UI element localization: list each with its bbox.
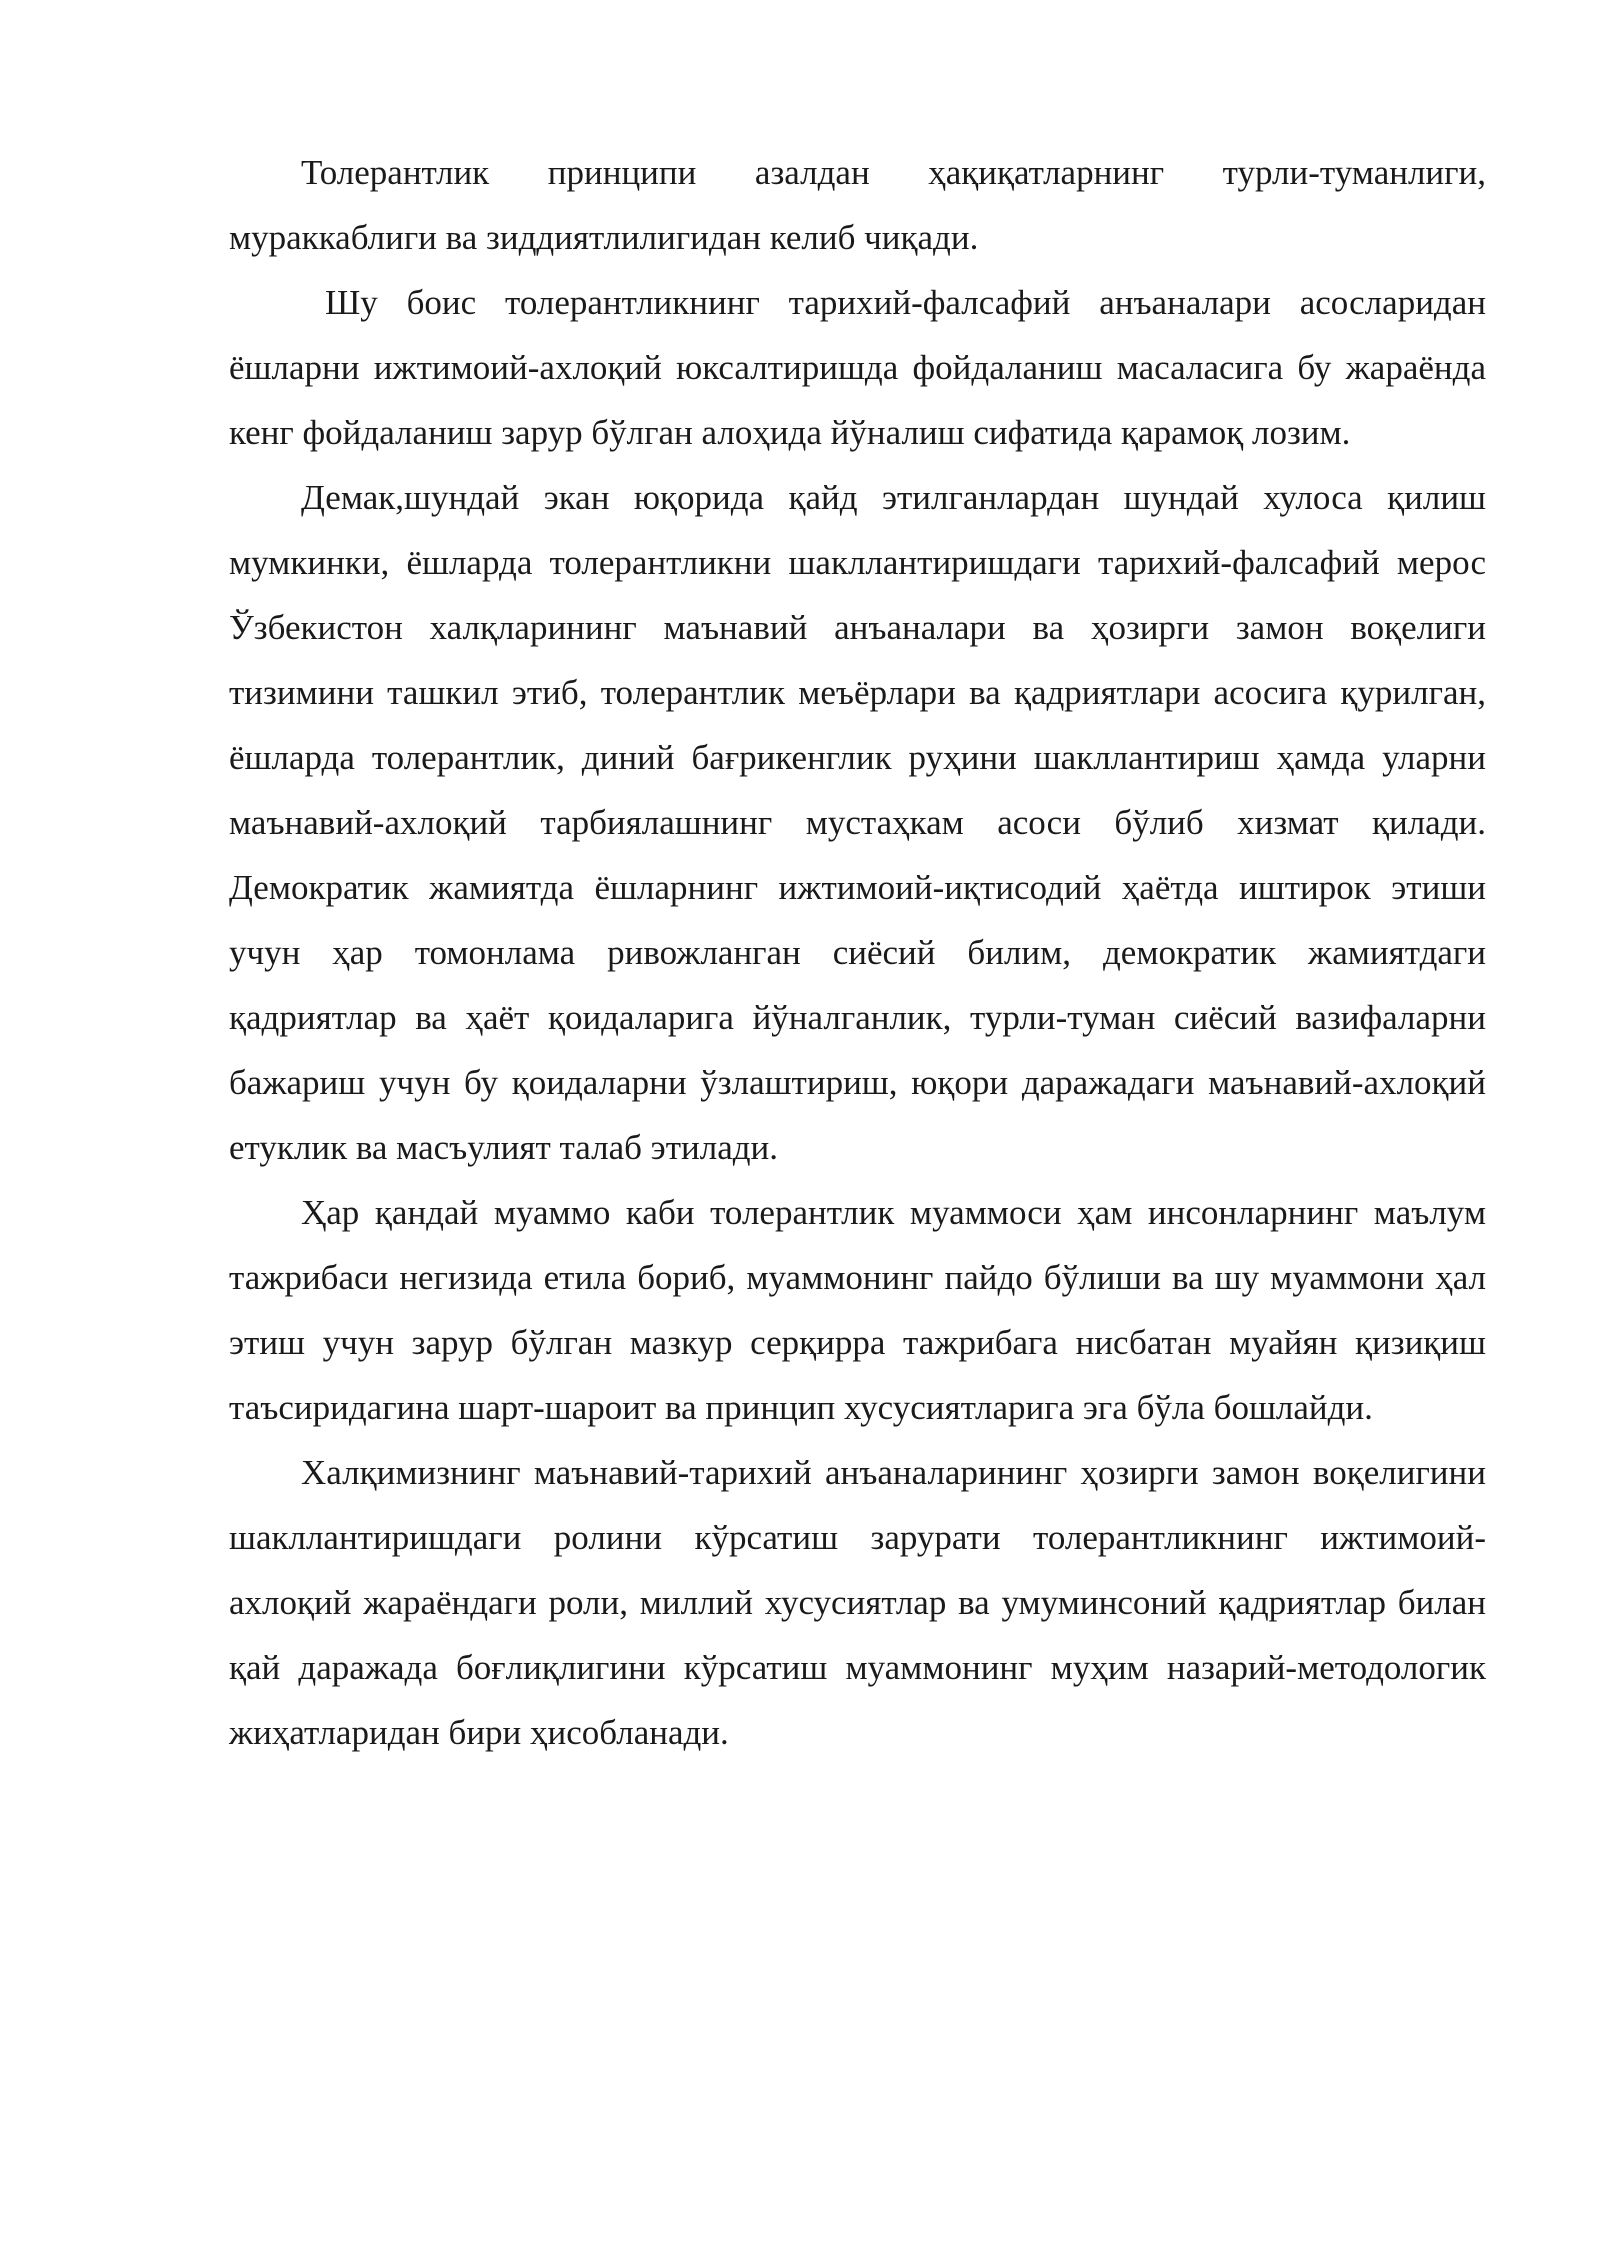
- document-page: [229, 140, 1486, 1765]
- paragraph-5: Халқимизнинг маънавий-тарихий анъаналарининг ҳозирги замон воқелигини шакллантиришдаги ролини кўрсатиш зарурати толерантликнинг ижтимоий-ахлоқий жараёндаги роли, миллий хусусиятлар ва умуминсоний қадриятлар билан қай даражада боғлиқлигини кўрсатиш муаммонинг муҳим назарий-методологик жиҳатларидан бири ҳисобланади.: [229, 1453, 1486, 1752]
- paragraph-2: Шу боис толерантликнинг тарихий-фалсафий анъаналари асосларидан ёшларни ижтимоий-ахлоқий юксалтиришда фойдаланиш масаласига бу жараёнда кенг фойдаланиш зарур бўлган алоҳида йўналиш сифатида қарамоқ лозим.: [229, 283, 1486, 452]
- paragraph-4: Ҳар қандай муаммо каби толерантлик муаммоси ҳам инсонларнинг маълум тажрибаси негизида етила бориб, муаммонинг пайдо бўлиши ва шу муаммони ҳал этиш учун зарур бўлган мазкур серқирра тажрибага нисбатан муайян қизиқиш таъсиридагина шарт-шароит ва принцип хусусиятларига эга бўла бошлайди.: [229, 1193, 1486, 1427]
- paragraph-3: Демак,шундай экан юқорида қайд этилганлардан шундай хулоса қилиш мумкинки, ёшларда толерантликни шакллантиришдаги тарихий-фалсафий мерос Ўзбекистон халқларининг маънавий анъаналари ва ҳозирги замон воқелиги тизимини ташкил этиб, толерантлик меъёрлари ва қадриятлари асосига қурилган, ёшларда толерантлик, диний бағрикенглик руҳини шакллантириш ҳамда уларни маънавий-ахлоқий тарбиялашнинг мустаҳкам асоси бўлиб хизмат қилади. Демократик жамиятда ёшларнинг ижтимоий-иқтисодий ҳаётда иштирок этиши учун ҳар томонлама ривожланган сиёсий билим, демократик жамиятдаги қадриятлар ва ҳаёт қоидаларига йўналганлик, турли-туман сиёсий вазифаларни бажариш учун бу қоидаларни ўзлаштириш, юқори даражадаги маънавий-ахлоқий етуклик ва масъулият талаб этилади.: [229, 478, 1486, 1167]
- paragraph-1: Толерантлик принципи азалдан ҳақиқатларнинг турли-туманлиги, мураккаблиги ва зиддиятлилигидан келиб чиқади.: [229, 153, 1486, 257]
